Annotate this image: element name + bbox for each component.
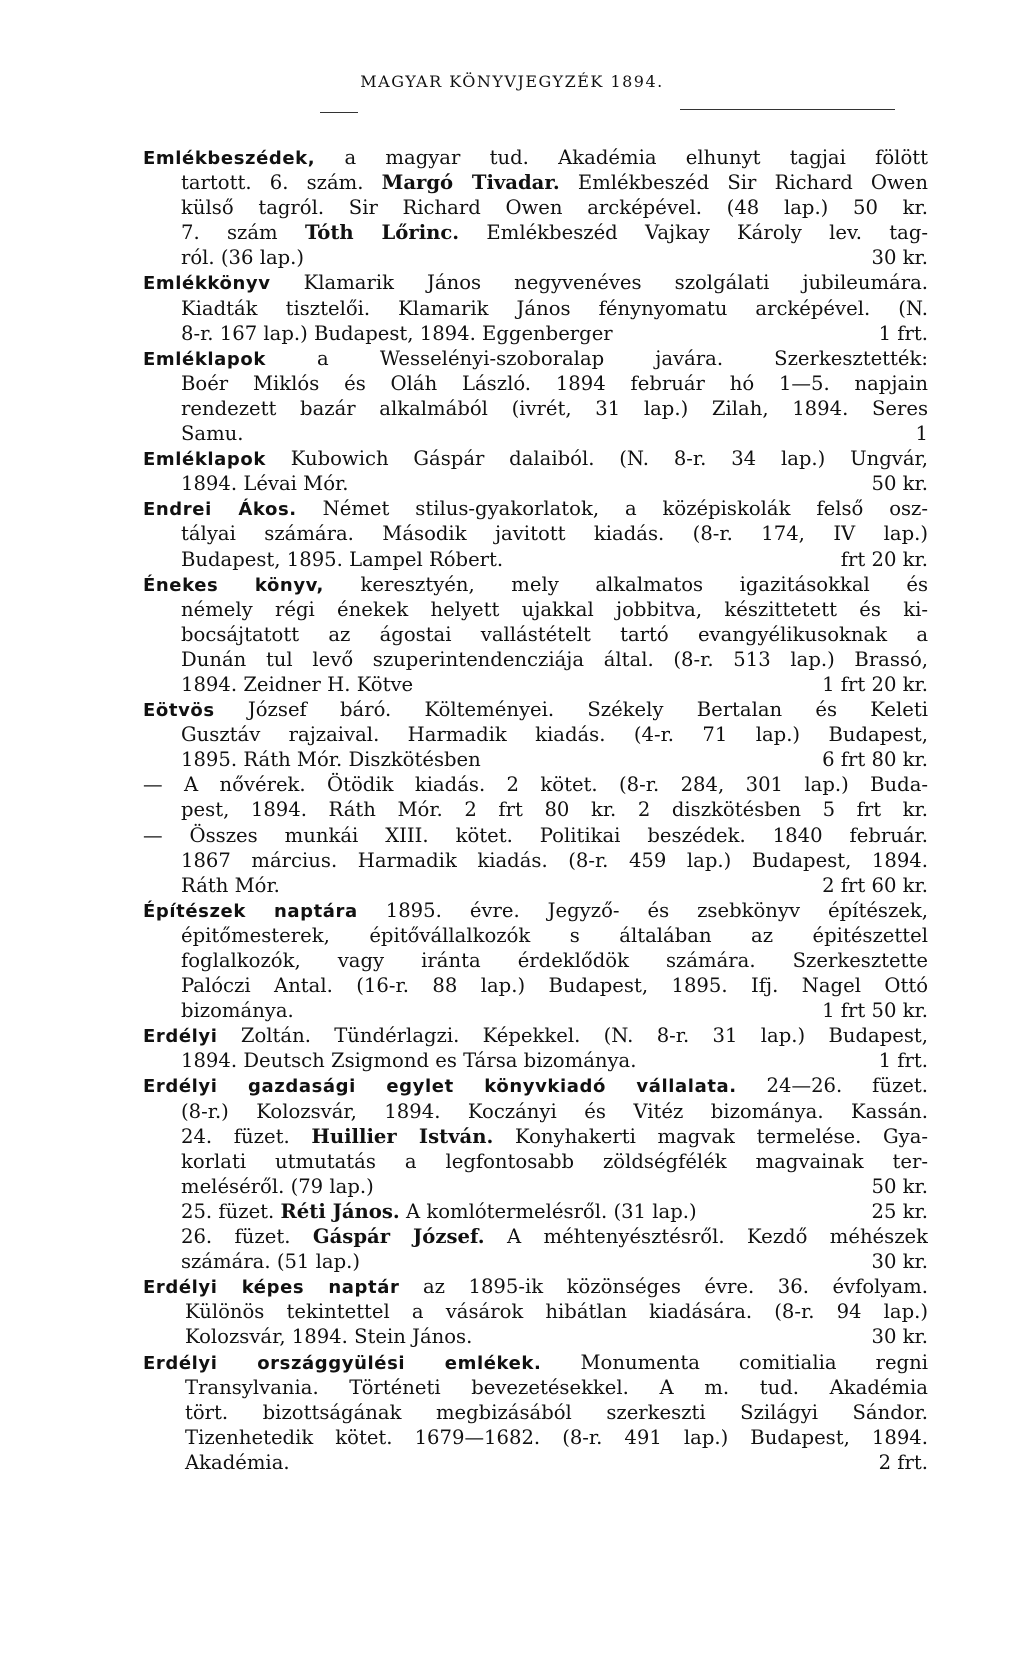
entry-text: 24. füzet. bbox=[181, 1124, 312, 1148]
text-line bbox=[143, 747, 928, 772]
text-line bbox=[143, 496, 928, 521]
entry-headword: Emléklapok bbox=[143, 449, 266, 471]
entry-headword: Emlékkönyv bbox=[143, 273, 271, 295]
entry-text: tört. bizottságának megbizásából szerkeszti Szilágyi Sándor. bbox=[185, 1400, 928, 1424]
entry-text: Samu. bbox=[181, 422, 244, 446]
text-line bbox=[143, 1425, 928, 1450]
price: 2 frt 60 kr. bbox=[822, 873, 928, 897]
entry-text: 1894. Lévai Mór. bbox=[181, 472, 349, 496]
entry-text: Klamarik János negyvenéves szolgálati jubileumára. bbox=[270, 271, 928, 295]
entry-text: Dunán tul levő szuperintendencziája által. (8-r. 513 lap.) Brassó, bbox=[181, 647, 928, 671]
text-line bbox=[143, 1224, 928, 1249]
text-line bbox=[143, 1099, 928, 1124]
price: 50 kr. bbox=[871, 472, 928, 496]
entry-headword: Endrei Ákos. bbox=[143, 499, 297, 521]
text-line bbox=[143, 1023, 928, 1048]
entry-text: Különös tekintettel a vásárok hibátlan kiadására. (8-r. 94 lap.) bbox=[185, 1300, 928, 1324]
text-line bbox=[143, 1249, 928, 1274]
entry-text: 1894. Zeidner H. Kötve bbox=[181, 672, 414, 696]
entry-text: bocsájtatott az ágostai vallástételt tartó evangyélikusoknak a bbox=[181, 622, 928, 646]
text-line bbox=[143, 195, 928, 220]
text-line bbox=[143, 321, 928, 346]
entry-text: 1895. évre. Jegyző- és zsebkönyv építészek, bbox=[357, 898, 928, 922]
price: 25 kr. bbox=[871, 1199, 928, 1223]
entry-text: a Wesselényi-szoboralap javára. Szerkesztették: bbox=[265, 346, 928, 370]
entry-text: némely régi énekek helyett ujakkal jobbitva, készittetett és ki- bbox=[181, 597, 928, 621]
entry-text: bizománya. bbox=[181, 999, 294, 1023]
text-line bbox=[143, 973, 928, 998]
text-line bbox=[143, 898, 928, 923]
text-line bbox=[143, 170, 928, 195]
entry-headword: Emlékbeszédek, bbox=[143, 148, 316, 169]
text-line bbox=[143, 220, 928, 245]
entry-text: 1867 március. Harmadik kiadás. (8-r. 459 lap.) Budapest, 1894. bbox=[181, 848, 928, 872]
entry-text: rendezett bazár alkalmából (ivrét, 31 lap.) Zilah, 1894. Seres bbox=[181, 396, 928, 420]
entry-text: — A nővérek. Ötödik kiadás. 2 kötet. (8-r. 284, 301 lap.) Buda- bbox=[143, 773, 928, 797]
price: 1 frt. bbox=[878, 321, 928, 345]
header-rule-right bbox=[680, 109, 895, 110]
entry-text: foglalkozók, vagy iránta érdeklődök számára. Szerkesztette bbox=[181, 949, 928, 972]
entry-headword: Erdélyi képes naptár bbox=[143, 1277, 400, 1299]
entry-text: Gusztáv rajzaival. Harmadik kiadás. (4-r. 71 lap.) Budapest, bbox=[181, 723, 928, 747]
text-line bbox=[143, 1199, 928, 1224]
price: 50 kr. bbox=[871, 1174, 928, 1198]
text-line bbox=[143, 1048, 928, 1073]
entry-text: Palóczi Antal. (16-r. 88 lap.) Budapest, 1895. Ifj. Nagel Ottó bbox=[181, 974, 928, 998]
entry-text: épitőmesterek, épitővállalkozók s általában az épitészettel bbox=[181, 923, 928, 947]
text-line bbox=[143, 547, 928, 572]
entry-text: 26. füzet. bbox=[181, 1225, 313, 1249]
author-name: Margó Tivadar. bbox=[381, 171, 560, 195]
entry-text: Német stilus-gyakorlatok, a középiskolák felső osz- bbox=[296, 497, 928, 521]
running-head: MAGYAR KÖNYVJEGYZÉK 1894. bbox=[360, 72, 664, 91]
text-line bbox=[143, 296, 928, 321]
entry-headword: Erdélyi gazdasági egylet könyvkiadó vállalata. bbox=[143, 1076, 737, 1098]
text-line bbox=[143, 672, 928, 697]
entry-text: az 1895-ik közönséges évre. 36. évfolyam. bbox=[399, 1275, 928, 1299]
text-line bbox=[143, 1174, 928, 1199]
text-line bbox=[143, 421, 928, 446]
entry-text: számára. (51 lap.) bbox=[181, 1250, 360, 1274]
text-line bbox=[143, 797, 928, 822]
entry-text: ról. (36 lap.) bbox=[181, 246, 305, 270]
author-name: Réti János. bbox=[280, 1199, 400, 1223]
text-line bbox=[143, 948, 928, 973]
entry-headword: naptára bbox=[273, 900, 358, 922]
entry-text: Budapest, 1895. Lampel Róbert. bbox=[181, 547, 504, 571]
text-line bbox=[143, 572, 928, 597]
price: frt 20 kr. bbox=[840, 547, 928, 571]
text-line bbox=[143, 772, 928, 797]
author-name: Huillier István. bbox=[311, 1124, 494, 1148]
text-line bbox=[143, 1350, 928, 1375]
entry-text bbox=[246, 899, 274, 922]
entry-text bbox=[218, 573, 255, 596]
entry-headword: Eötvös bbox=[143, 700, 215, 722]
entry-text: A komlótermelésről. (31 lap.) bbox=[399, 1199, 697, 1223]
text-line bbox=[143, 1149, 928, 1174]
text-line bbox=[143, 1324, 928, 1349]
text-line bbox=[143, 1124, 928, 1149]
text-line bbox=[143, 245, 928, 270]
entry-text: a magyar tud. Akadémia elhunyt tagjai fölött bbox=[315, 146, 928, 169]
entry-text: tályai számára. Második javitott kiadás. (8-r. 174, IV lap.) bbox=[181, 522, 928, 546]
text-line bbox=[143, 873, 928, 898]
text-line bbox=[143, 1073, 928, 1098]
text-line bbox=[143, 446, 928, 471]
text-line bbox=[143, 923, 928, 948]
text-line bbox=[143, 823, 928, 848]
entry-headword: Erdélyi országgyülési emlékek. bbox=[143, 1352, 542, 1374]
entry-headword: Erdélyi bbox=[143, 1026, 218, 1048]
text-line bbox=[143, 521, 928, 546]
entry-headword: Építészek bbox=[143, 900, 246, 922]
catalog-entries bbox=[143, 145, 928, 1475]
entry-text: 8-r. 167 lap.) Budapest, 1894. Eggenberger bbox=[181, 321, 613, 345]
text-line bbox=[143, 1274, 928, 1299]
entry-text: Kiadták tisztelői. Klamarik János fénynyomatu arcképével. (N. bbox=[181, 296, 928, 320]
entry-text: Monumenta comitialia regni bbox=[541, 1350, 928, 1374]
price: 30 kr. bbox=[871, 1325, 928, 1349]
text-line bbox=[143, 270, 928, 295]
text-line bbox=[143, 848, 928, 873]
entry-text: Ráth Mór. bbox=[181, 873, 280, 897]
entry-text: Emlékbeszéd Vajkay Károly lev. tag- bbox=[459, 221, 928, 245]
entry-text: 1895. Ráth Mór. Diszkötésben bbox=[181, 748, 481, 772]
entry-text: tartott. 6. szám. bbox=[181, 171, 382, 195]
entry-text: külső tagról. Sir Richard Owen arcképével. (48 lap.) 50 kr. bbox=[181, 196, 928, 220]
entry-text: korlati utmutatás a legfontosabb zöldségfélék magvainak ter- bbox=[181, 1149, 928, 1173]
text-line bbox=[143, 1375, 928, 1400]
entry-text: Zoltán. Tündérlagzi. Képekkel. (N. 8-r. 31 lap.) Budapest, bbox=[217, 1024, 928, 1048]
entry-text: pest, 1894. Ráth Mór. 2 frt 80 kr. 2 diszkötésben 5 frt kr. bbox=[181, 798, 928, 822]
entry-text: 1894. Deutsch Zsigmond es Társa bizománya. bbox=[181, 1049, 637, 1073]
text-line bbox=[143, 145, 928, 170]
entry-text: József báró. Költeményei. Székely Bertalan és Keleti bbox=[214, 698, 928, 722]
entry-text: Konyhakerti magvak termelése. Gya- bbox=[493, 1124, 928, 1148]
text-line bbox=[143, 1400, 928, 1425]
text-line bbox=[143, 597, 928, 622]
entry-headword: könyv, bbox=[254, 574, 324, 596]
price: 30 kr. bbox=[871, 246, 928, 270]
entry-text: keresztyén, mely alkalmatos igazitásokkal és bbox=[323, 572, 928, 596]
text-line bbox=[143, 1299, 928, 1324]
entry-headword: Emléklapok bbox=[143, 348, 266, 370]
entry-text: — Összes munkái XIII. kötet. Politikai beszédek. 1840 február. bbox=[143, 823, 928, 847]
text-line bbox=[143, 622, 928, 647]
header-rule-left bbox=[320, 112, 358, 113]
entry-text: Boér Miklós és Oláh László. 1894 február hó 1—5. napjain bbox=[181, 371, 928, 395]
entry-text: A méhtenyésztésről. Kezdő méhészek bbox=[484, 1225, 928, 1249]
text-line bbox=[143, 1450, 928, 1475]
text-line bbox=[143, 371, 928, 396]
text-line bbox=[143, 396, 928, 421]
price: 1 frt 50 kr. bbox=[822, 999, 928, 1023]
entry-headword: Énekes bbox=[143, 574, 219, 596]
entry-text: Transylvania. Történeti bevezetésekkel. A m. tud. Akadémia bbox=[185, 1375, 928, 1399]
entry-text: 25. füzet. bbox=[181, 1199, 281, 1223]
entry-text: Akadémia. bbox=[185, 1450, 290, 1474]
entry-text: (8-r.) Kolozsvár, 1894. Koczányi és Vitéz bizománya. Kassán. bbox=[181, 1099, 928, 1123]
price: 6 frt 80 kr. bbox=[822, 748, 928, 772]
text-line bbox=[143, 998, 928, 1023]
text-line bbox=[143, 647, 928, 672]
author-name: Gáspár József. bbox=[312, 1225, 485, 1249]
entry-text: Tizenhetedik kötet. 1679—1682. (8-r. 491 lap.) Budapest, 1894. bbox=[185, 1425, 928, 1449]
entry-text: meléséről. (79 lap.) bbox=[181, 1174, 374, 1198]
price: 1 frt 20 kr. bbox=[822, 672, 928, 696]
text-line bbox=[143, 697, 928, 722]
text-line bbox=[143, 722, 928, 747]
price: 1 bbox=[915, 422, 928, 446]
price: 30 kr. bbox=[871, 1250, 928, 1274]
entry-text: 24—26. füzet. bbox=[736, 1074, 928, 1098]
price: 1 frt. bbox=[878, 1049, 928, 1073]
author-name: Tóth Lőrinc. bbox=[304, 221, 460, 245]
text-line bbox=[143, 346, 928, 371]
text-line bbox=[143, 471, 928, 496]
price: 2 frt. bbox=[878, 1450, 928, 1474]
entry-text: 7. szám bbox=[181, 221, 305, 245]
entry-text: Emlékbeszéd Sir Richard Owen bbox=[559, 171, 928, 195]
entry-text: Kubowich Gáspár dalaiból. (N. 8-r. 34 lap.) Ungvár, bbox=[265, 447, 928, 471]
entry-text: Kolozsvár, 1894. Stein János. bbox=[185, 1325, 473, 1349]
